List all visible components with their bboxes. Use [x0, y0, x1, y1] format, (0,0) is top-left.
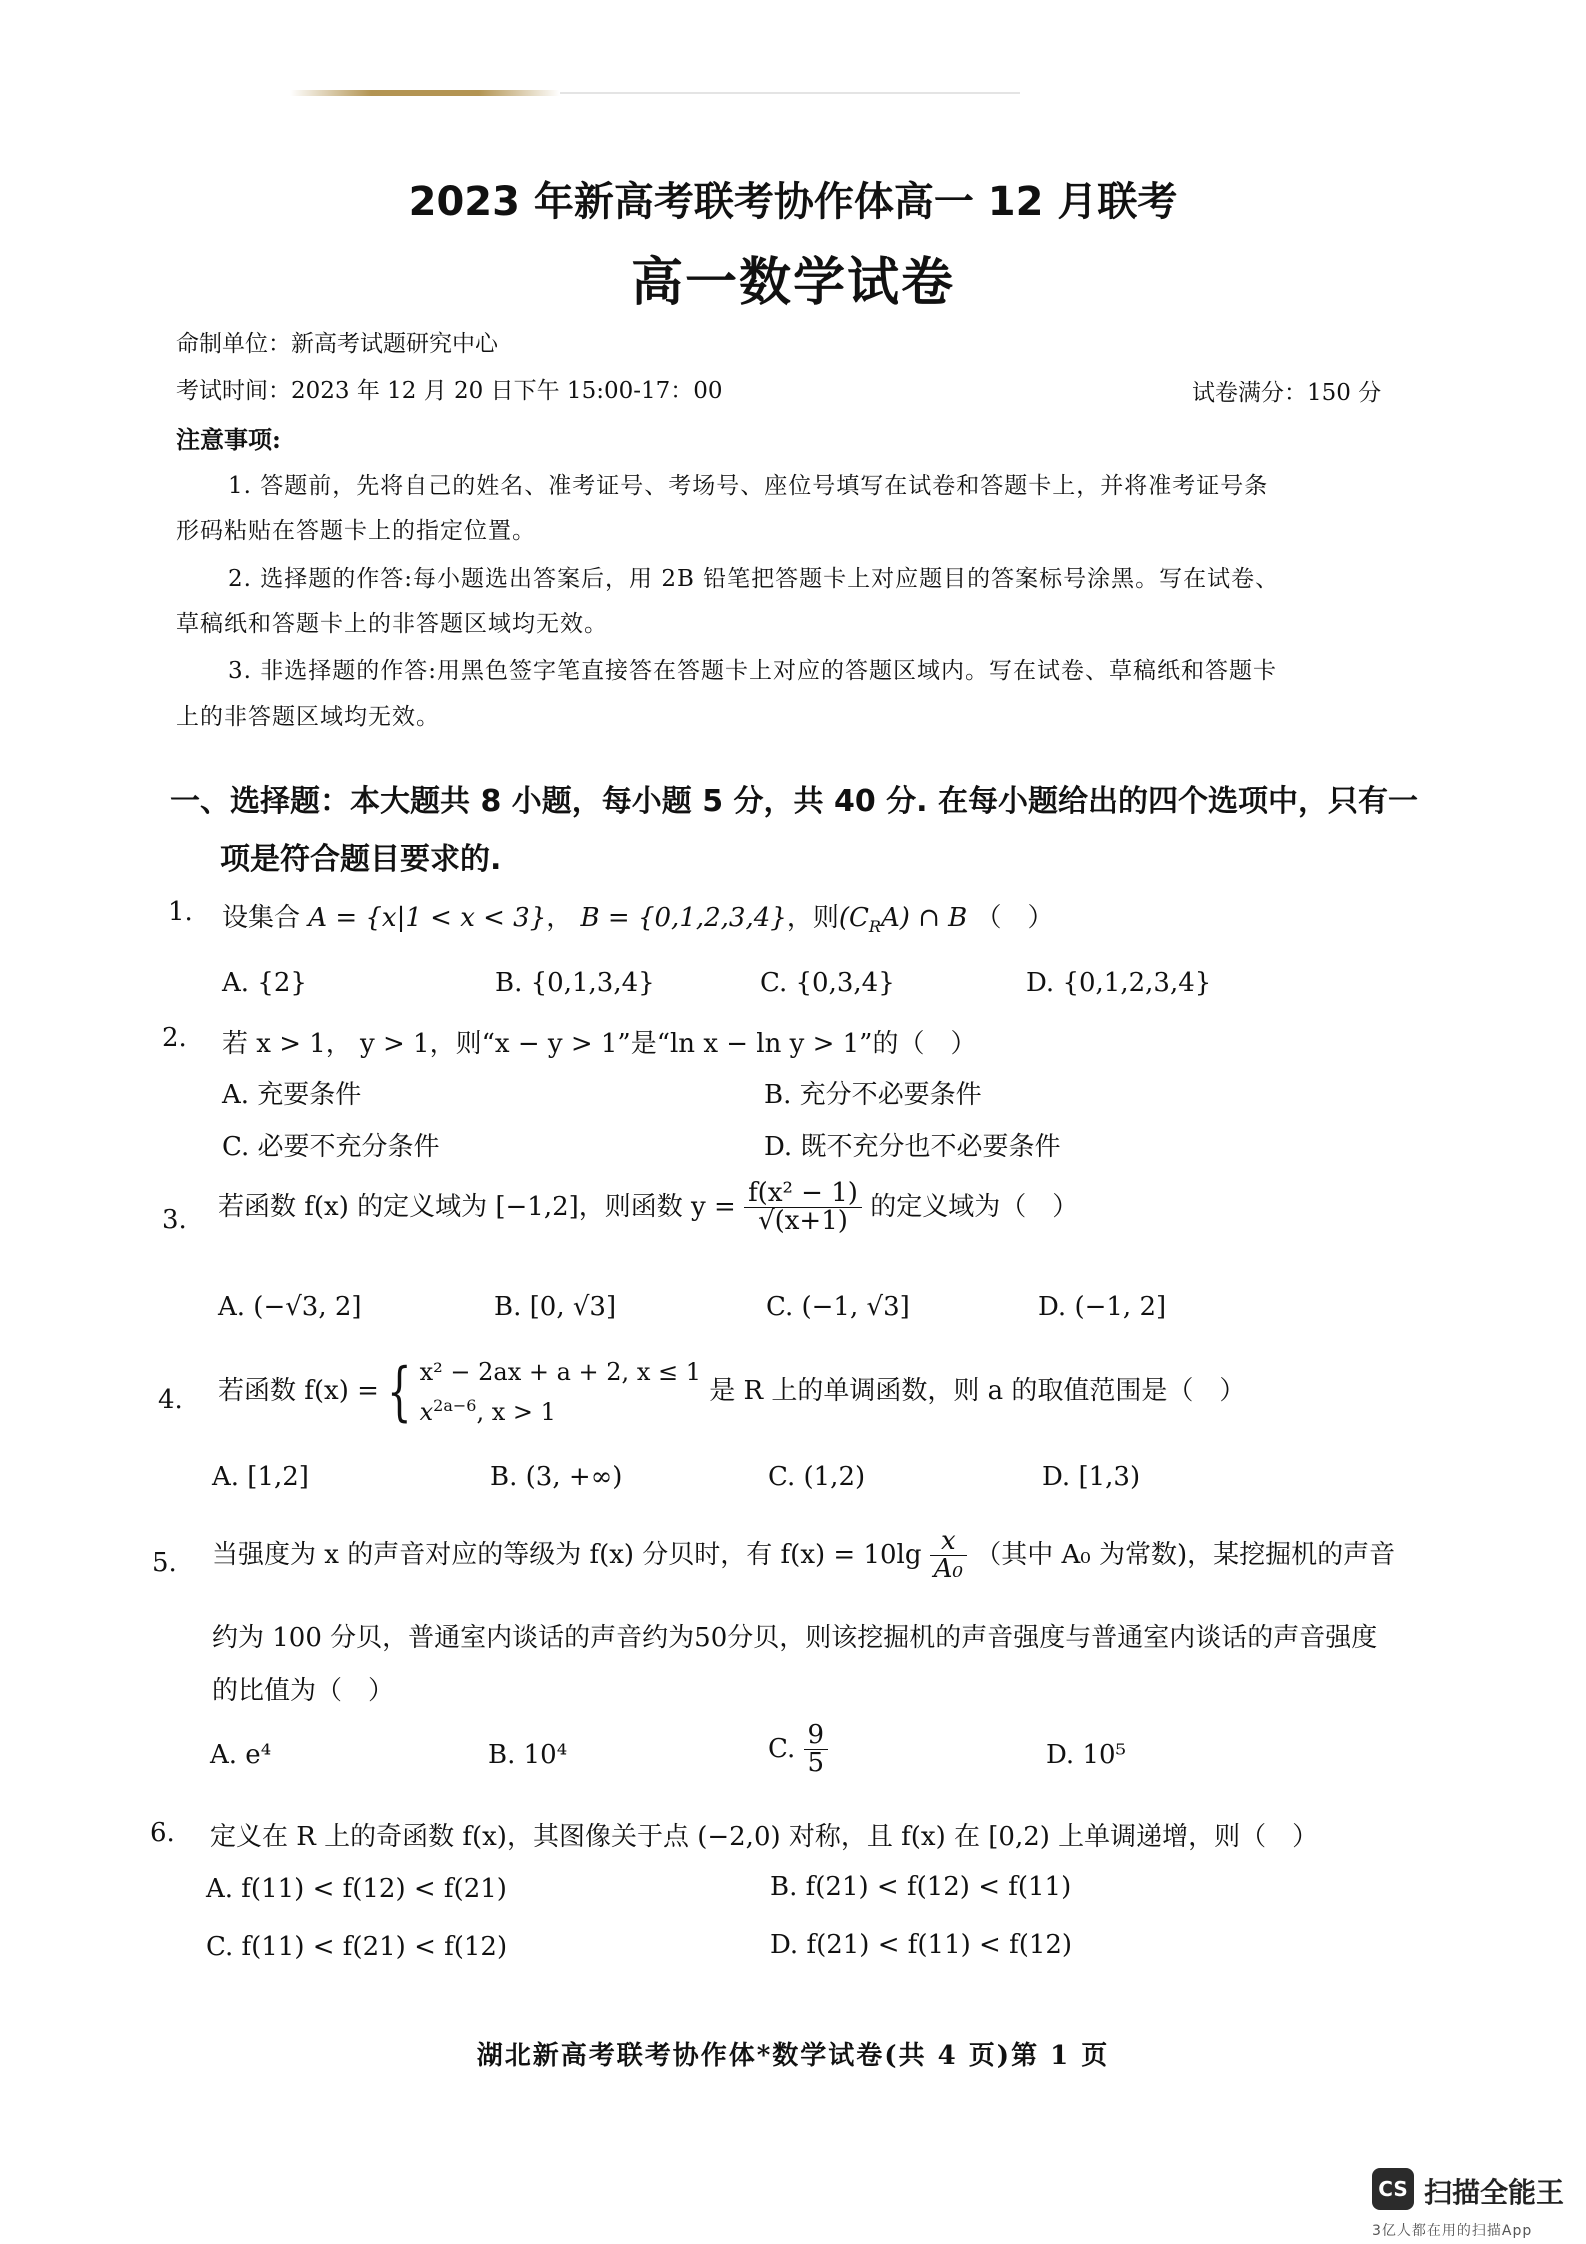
q4-post: 是 R 上的单调函数，则 a 的取值范围是（ ）	[709, 1376, 1246, 1406]
q5-option-a: A. e⁴	[210, 1740, 272, 1770]
q2-number: 2.	[162, 1023, 187, 1053]
q1-expr: (C	[838, 903, 869, 933]
q3-number: 3.	[162, 1205, 187, 1235]
q6-option-b: B. f(21) < f(12) < f(11)	[770, 1872, 1072, 1902]
q3-post: 的定义域为（ ）	[870, 1191, 1079, 1222]
q1-stem	[222, 897, 1054, 936]
q3-frac-den: √(x+1)	[758, 1206, 848, 1237]
q1-option-d: D. {0,1,2,3,4}	[1026, 968, 1212, 998]
scanner-app-name: 扫描全能王	[1424, 2176, 1565, 2209]
exam-subtitle: 高一数学试卷	[630, 253, 955, 313]
q3-stem	[218, 1180, 1078, 1236]
q4-number: 4.	[158, 1385, 183, 1415]
q6-stem: 定义在 R 上的奇函数 f(x)，其图像关于点 (−2,0) 对称，且 f(x) 在 [0,2) 上单调递增，则（ ）	[210, 1822, 1319, 1852]
q4-case2-rest: , x > 1	[476, 1398, 556, 1426]
q4-option-d: D. [1,3)	[1042, 1462, 1141, 1492]
page-footer: 湖北新高考联考协作体*数学试卷(共 4 页)第 1 页	[476, 2041, 1110, 2071]
q1-option-c: C. {0,3,4}	[760, 968, 895, 998]
notes-title: 注意事项:	[176, 425, 281, 454]
note-3-line2: 上的非答题区域均无效。	[176, 704, 440, 730]
q4-option-a: A. [1,2]	[212, 1462, 309, 1492]
q2-stem: 若 x > 1， y > 1，则“x − y > 1”是“ln x − ln y > 1”的（ ）	[222, 1029, 977, 1059]
scanner-logo-icon: CS	[1372, 2168, 1414, 2210]
q5-post: （其中 A₀ 为常数)，某挖掘机的声音	[975, 1539, 1396, 1570]
meta-time: 考试时间：2023 年 12 月 20 日下午 15:00-17：00	[176, 378, 723, 404]
q5-stem	[212, 1528, 1395, 1584]
q1-sep: ，	[546, 903, 573, 933]
q1-pre: 设集合	[222, 903, 301, 933]
q1-option-a: A. {2}	[222, 968, 307, 998]
q6-number: 6.	[150, 1818, 175, 1848]
q4-brace: {	[387, 1355, 412, 1429]
q4-pre: 若函数 f(x) =	[218, 1376, 379, 1406]
q1-number: 1.	[168, 897, 193, 927]
meta-unit: 命制单位：新高考试题研究中心	[176, 331, 498, 357]
q5-option-c-label: C.	[768, 1733, 796, 1764]
meta-score: 试卷满分：150 分	[1192, 380, 1382, 406]
q5-frac-den: A₀	[933, 1554, 963, 1585]
q2-option-d: D. 既不充分也不必要条件	[764, 1132, 1061, 1162]
q2-option-a: A. 充要条件	[222, 1080, 362, 1110]
q5-pre: 当强度为 x 的声音对应的等级为 f(x) 分贝时，有 f(x) = 10lg	[212, 1539, 922, 1570]
section1-line2: 项是符合题目要求的.	[220, 842, 502, 877]
q5-option-c	[768, 1722, 828, 1778]
exam-title: 2023 年新高考联考协作体高一 12 月联考	[408, 179, 1178, 225]
q4-case1: x² − 2ax + a + 2, x ≤ 1	[419, 1358, 701, 1386]
note-1-line1: 1. 答题前，先将自己的姓名、准考证号、考场号、座位号填写在试卷和答题卡上，并将准考证号条	[228, 473, 1269, 499]
q1-expr2: A) ∩ B	[880, 903, 968, 933]
q5-option-d: D. 10⁵	[1046, 1740, 1126, 1770]
scan-edge-mark	[290, 90, 560, 96]
scan-edge-line	[560, 92, 1020, 94]
q1-mid: ，则	[786, 903, 839, 933]
q1-set-b: B = {0,1,2,3,4}	[580, 903, 787, 933]
q4-stem	[218, 1355, 1245, 1429]
section1-line1: 一、选择题：本大题共 8 小题，每小题 5 分，共 40 分. 在每小题给出的四个选项中，只有一	[170, 784, 1419, 819]
q5-number: 5.	[152, 1548, 177, 1578]
q5-line3: 的比值为（ ）	[212, 1676, 395, 1706]
q3-option-b: B. [0, √3]	[494, 1292, 617, 1322]
q5-option-b: B. 10⁴	[488, 1740, 568, 1770]
note-3-line1: 3. 非选择题的作答:用黑色签字笔直接答在答题卡上对应的答题区域内。写在试卷、草稿纸和答题卡	[228, 658, 1278, 684]
q2-option-c: C. 必要不充分条件	[222, 1132, 440, 1162]
q4-case2	[420, 1389, 701, 1429]
note-2-line2: 草稿纸和答题卡上的非答题区域均无效。	[176, 611, 608, 637]
q1-paren: （ ）	[975, 903, 1054, 933]
q3-fraction	[744, 1180, 862, 1236]
q3-pre: 若函数 f(x) 的定义域为 [−1,2]，则函数 y =	[218, 1191, 736, 1222]
q4-option-c: C. (1,2)	[768, 1462, 866, 1492]
q3-option-c: C. (−1, √3]	[766, 1292, 910, 1322]
q5-fraction	[930, 1528, 967, 1584]
q3-option-d: D. (−1, 2]	[1038, 1292, 1167, 1322]
q4-cases	[420, 1355, 701, 1429]
q4-option-b: B. (3, +∞)	[490, 1462, 623, 1492]
q5-optc-num: 9	[804, 1722, 829, 1750]
q6-option-a: A. f(11) < f(12) < f(21)	[206, 1874, 507, 1904]
note-1-line2: 形码粘贴在答题卡上的指定位置。	[176, 518, 536, 544]
q5-option-c-frac	[804, 1722, 829, 1778]
q6-option-d: D. f(21) < f(11) < f(12)	[770, 1930, 1073, 1960]
q4-case2-exp: 2a−6	[433, 1396, 477, 1415]
note-2-line1: 2. 选择题的作答:每小题选出答案后，用 2B 铅笔把答题卡上对应题目的答案标号涂黑。写在试卷、	[228, 566, 1280, 592]
q5-frac-num: x	[930, 1528, 967, 1556]
q5-optc-den: 5	[807, 1748, 825, 1779]
q5-line2: 约为 100 分贝，普通室内谈话的声音约为50分贝，则该挖掘机的声音强度与普通室内谈话的声音强度	[212, 1623, 1378, 1653]
q2-option-b: B. 充分不必要条件	[764, 1080, 982, 1110]
q3-option-a: A. (−√3, 2]	[218, 1292, 362, 1322]
scanner-tagline: 3亿人都在用的扫描App	[1372, 2223, 1533, 2239]
q1-set-a: A = {x|1 < x < 3}	[308, 903, 547, 933]
q6-option-c: C. f(11) < f(21) < f(12)	[206, 1932, 508, 1962]
q1-option-b: B. {0,1,3,4}	[495, 968, 655, 998]
q3-frac-num: f(x² − 1)	[744, 1180, 862, 1208]
q4-case2-base: x	[419, 1398, 434, 1426]
q1-expr-sub: R	[868, 917, 881, 937]
